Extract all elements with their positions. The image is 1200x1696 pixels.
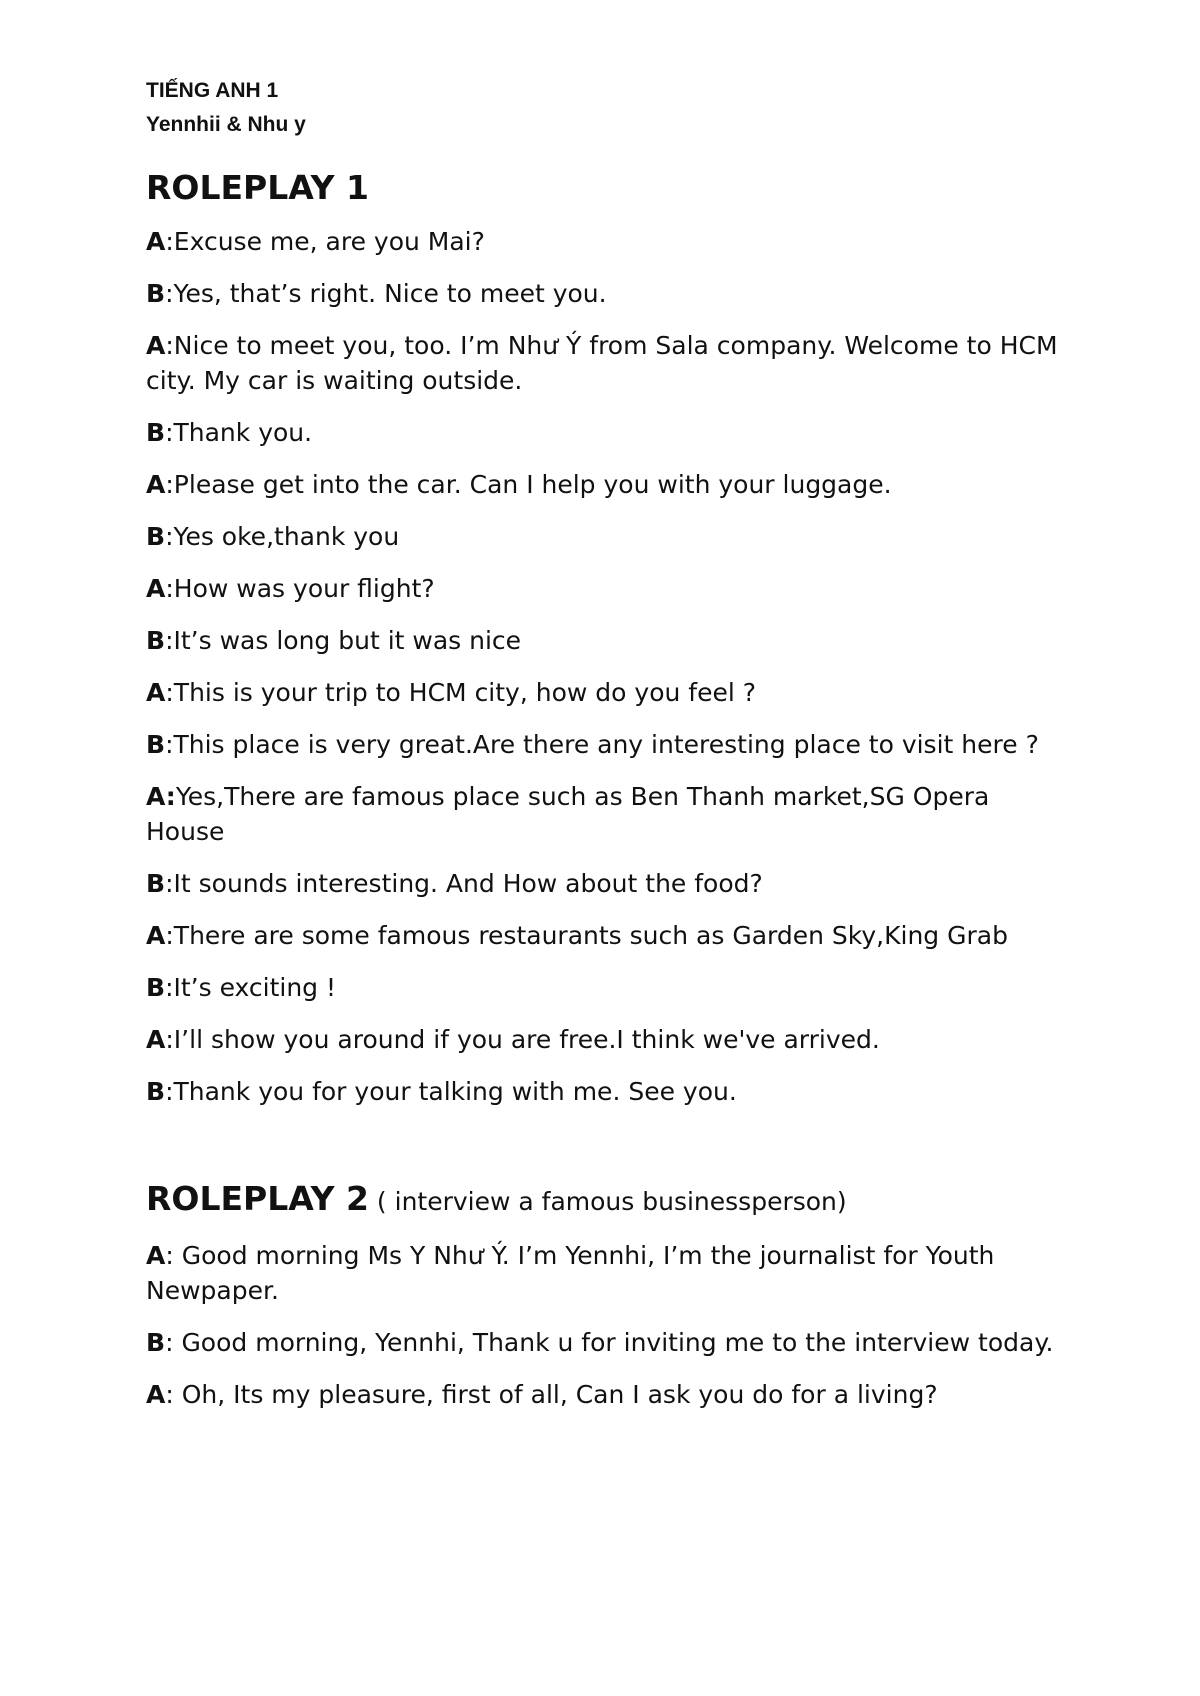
dialogue-text: Yes oke,thank you [173, 522, 400, 551]
dialogue-text: Good morning, Yennhi, Thank u for inviting me to the interview today. [181, 1328, 1054, 1357]
dialogue-line [146, 727, 1066, 762]
dialogue-text: How was your flight? [173, 574, 435, 603]
roleplay-2-dialogue [146, 1238, 1066, 1412]
speaker-label: B [146, 1077, 166, 1106]
dialogue-line [146, 623, 1066, 658]
dialogue-text: This is your trip to HCM city, how do you feel ? [173, 678, 756, 707]
speaker-separator: : [165, 522, 174, 551]
speaker-separator: : [165, 279, 174, 308]
roleplay-1-title: ROLEPLAY 1 [146, 168, 369, 207]
dialogue-line [146, 224, 1066, 259]
roleplay-1-heading [146, 168, 1066, 208]
dialogue-text: It sounds interesting. And How about the food? [173, 869, 763, 898]
dialogue-line [146, 415, 1066, 450]
speaker-label: B [146, 626, 166, 655]
roleplay-1-dialogue [146, 224, 1066, 1109]
dialogue-line [146, 519, 1066, 554]
speaker-separator: : [165, 1328, 182, 1357]
speaker-separator: : [165, 921, 174, 950]
dialogue-text: Yes,There are famous place such as Ben Thanh market,SG Opera House [146, 782, 990, 846]
dialogue-text: Please get into the car. Can I help you with your luggage. [173, 470, 892, 499]
dialogue-text: It’s exciting ! [173, 973, 337, 1002]
dialogue-line [146, 779, 1066, 849]
speaker-label: B [146, 973, 166, 1002]
speaker-label: A [146, 470, 166, 499]
speaker-label: A [146, 1380, 166, 1409]
dialogue-line [146, 276, 1066, 311]
roleplay-2-title: ROLEPLAY 2 [146, 1179, 369, 1218]
speaker-separator: : [165, 1025, 174, 1054]
speaker-label: B [146, 418, 166, 447]
dialogue-line [146, 467, 1066, 502]
roleplay-2-heading [146, 1179, 1066, 1222]
speaker-separator: : [165, 730, 174, 759]
speaker-separator: : [165, 869, 174, 898]
speaker-separator: : [165, 227, 174, 256]
speaker-label: B [146, 279, 166, 308]
speaker-separator: : [165, 1380, 182, 1409]
dialogue-line [146, 918, 1066, 953]
speaker-label: B [146, 522, 166, 551]
speaker-separator: : [165, 1077, 174, 1106]
speaker-label: A [146, 574, 166, 603]
dialogue-text: Thank you for your talking with me. See you. [173, 1077, 737, 1106]
speaker-label: B [146, 869, 166, 898]
document-page [146, 74, 1066, 1429]
dialogue-line [146, 1022, 1066, 1057]
dialogue-text: There are some famous restaurants such as Garden Sky,King Grab [173, 921, 1008, 950]
speaker-label: A: [146, 782, 176, 811]
speaker-separator: : [165, 973, 174, 1002]
speaker-label: A [146, 1025, 166, 1054]
course-title: TIẾNG ANH 1 [146, 79, 279, 102]
speaker-label: A [146, 331, 166, 360]
dialogue-text: Good morning Ms Y Như Ý. I’m Yennhi, I’m the journalist for Youth Newpaper. [146, 1241, 995, 1305]
dialogue-text: It’s was long but it was nice [173, 626, 522, 655]
speaker-label: B [146, 1328, 166, 1357]
dialogue-line [146, 1074, 1066, 1109]
dialogue-text: This place is very great.Are there any interesting place to visit here ? [173, 730, 1039, 759]
dialogue-text: I’ll show you around if you are free.I think we've arrived. [173, 1025, 880, 1054]
dialogue-text: Excuse me, are you Mai? [173, 227, 485, 256]
dialogue-line [146, 970, 1066, 1005]
dialogue-line [146, 1377, 1066, 1412]
dialogue-text: Oh, Its my pleasure, first of all, Can I ask you do for a living? [181, 1380, 938, 1409]
dialogue-line [146, 866, 1066, 901]
speaker-separator: : [165, 470, 174, 499]
dialogue-line [146, 1238, 1066, 1308]
speaker-label: A [146, 227, 166, 256]
speaker-label: A [146, 1241, 166, 1270]
speaker-label: B [146, 730, 166, 759]
speaker-separator: : [165, 418, 174, 447]
speaker-separator: : [165, 626, 174, 655]
dialogue-line [146, 328, 1066, 398]
dialogue-line [146, 675, 1066, 710]
dialogue-line [146, 1325, 1066, 1360]
speaker-label: A [146, 678, 166, 707]
roleplay-2-subtitle: ( interview a famous businessperson) [368, 1187, 847, 1216]
dialogue-text: Thank you. [173, 418, 313, 447]
speaker-separator: : [165, 574, 174, 603]
speaker-separator: : [165, 1241, 182, 1270]
dialogue-text: Nice to meet you, too. I’m Như Ý from Sala company. Welcome to HCM city. My car is waiting outside. [146, 331, 1058, 395]
dialogue-line [146, 571, 1066, 606]
authors-line: Yennhii & Nhu y [146, 113, 306, 136]
dialogue-text: Yes, that’s right. Nice to meet you. [173, 279, 607, 308]
speaker-separator: : [165, 678, 174, 707]
speaker-separator: : [165, 331, 174, 360]
speaker-label: A [146, 921, 166, 950]
